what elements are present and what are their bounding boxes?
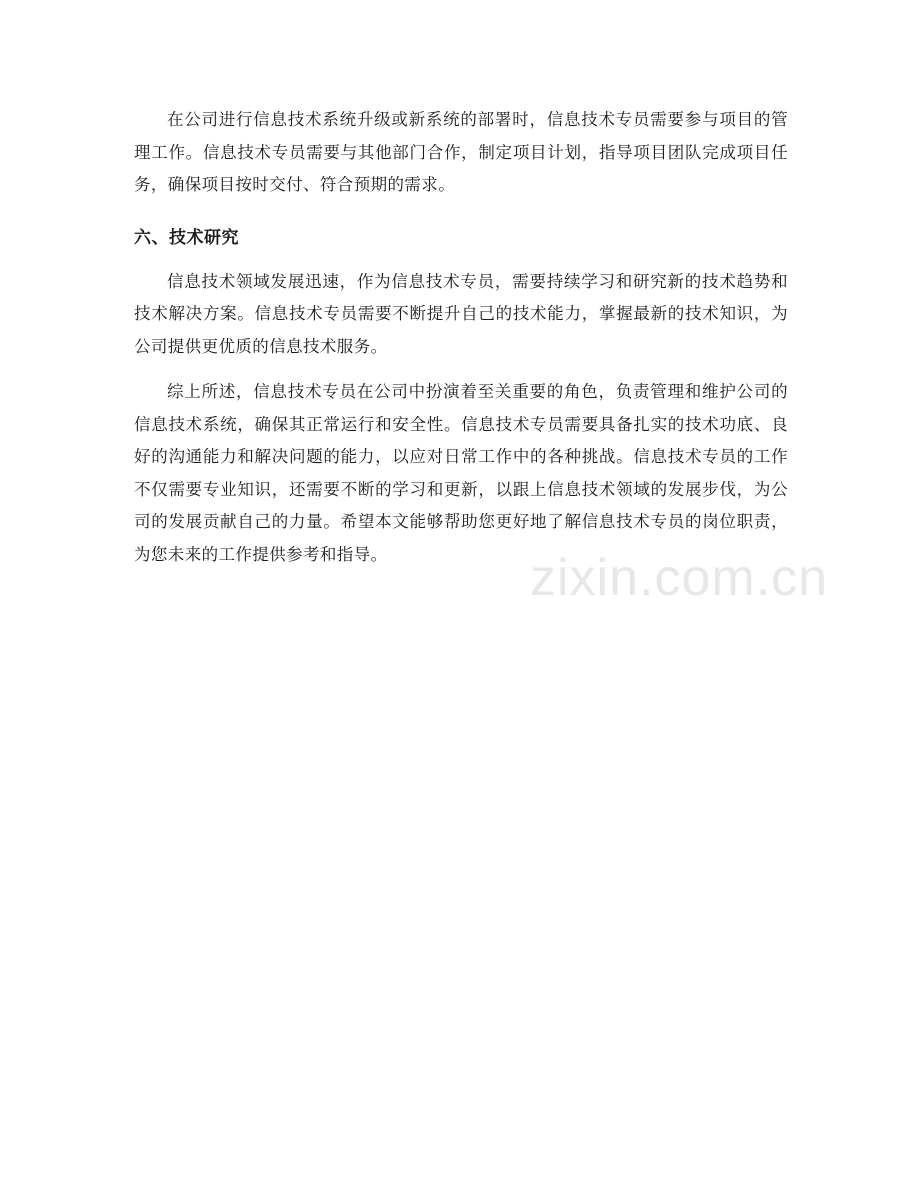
paragraph-project-management: 在公司进行信息技术系统升级或新系统的部署时，信息技术专员需要参与项目的管理工作。信息技术专员需要与其他部门合作，制定项目计划，指导项目团队完成项目任务，确保项目按时交付、符合预期的需求。 xyxy=(134,110,788,194)
paragraph-conclusion: 综上所述，信息技术专员在公司中扮演着至关重要的角色，负责管理和维护公司的信息技术系统，确保其正常运行和安全性。信息技术专员需要具备扎实的技术功底、良好的沟通能力和解决问题的能力，以应对日常工作中的各种挑战。信息技术专员的工作不仅需要专业知识，还需要不断的学习和更新，以跟上信息技术领域的发展步伐，为公司的发展贡献自己的力量。希望本文能够帮助您更好地了解信息技术专员的岗位职责，为您未来的工作提供参考和指导。 xyxy=(134,382,788,564)
document-body xyxy=(134,104,788,571)
section-heading: 六、技术研究 xyxy=(134,227,239,248)
paragraph-tech-research: 信息技术领域发展迅速，作为信息技术专员，需要持续学习和研究新的技术趋势和技术解决方案。信息技术专员需要不断提升自己的技术能力，掌握最新的技术知识，为公司提供更优质的信息技术服务。 xyxy=(134,271,788,356)
watermark: zixin.com.cn xyxy=(530,549,829,607)
